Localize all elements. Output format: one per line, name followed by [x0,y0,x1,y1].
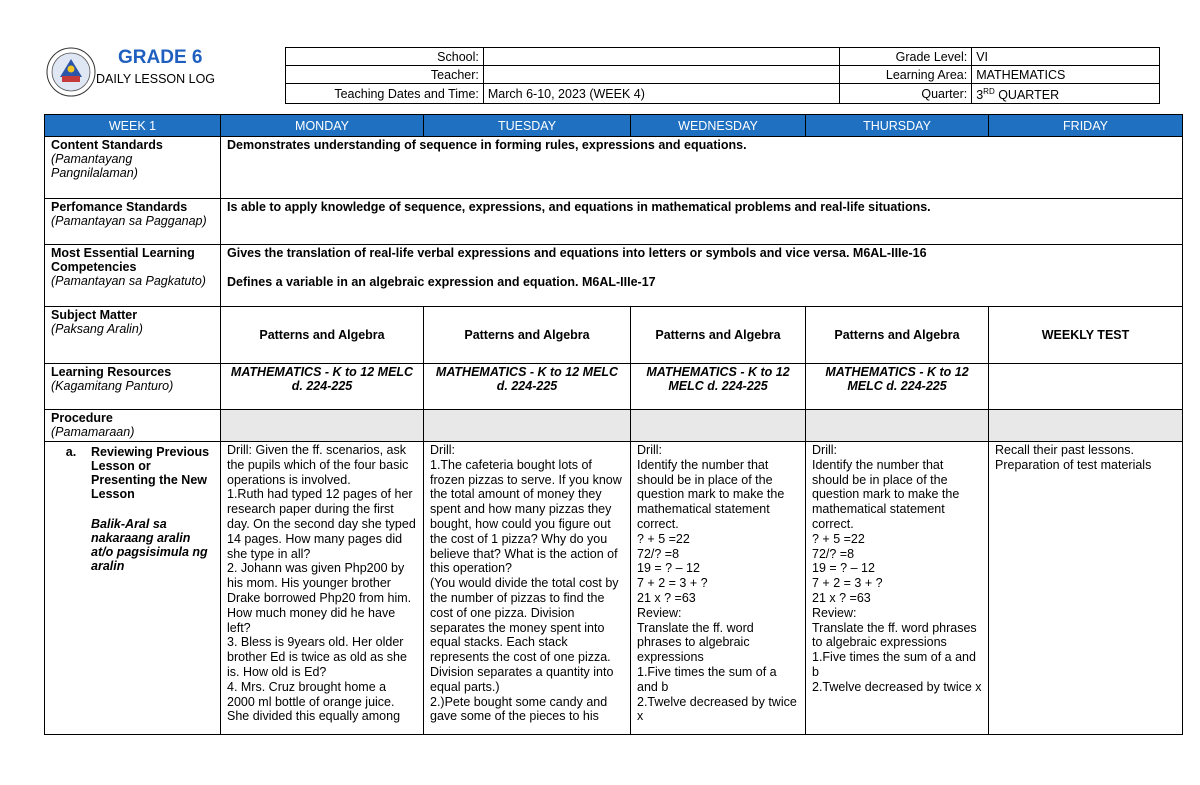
review-thursday-line: 2.Twelve decreased by twice x [812,679,982,694]
quarter-suffix: RD [983,87,995,96]
subject-matter-row [45,307,1183,364]
teaching-dates-label: Teaching Dates and Time: [286,84,484,104]
resources-tuesday: MATHEMATICS - K to 12 MELC d. 224-225 [424,364,631,410]
subject-thursday: Patterns and Algebra [806,307,989,364]
performance-standards-row [45,199,1183,245]
grade-title: GRADE 6 [118,47,203,68]
review-thursday [812,443,982,733]
col-tuesday: TUESDAY [424,115,631,137]
quarter-field[interactable] [972,84,1160,104]
review-monday-line: Drill: Given the ff. scenarios, ask the pupils which of the four basic operations is involved. [227,443,409,487]
learning-resources-sub: (Kagamitang Panturo) [51,379,174,393]
subject-tuesday: Patterns and Algebra [424,307,631,364]
review-wednesday-line: 1.Five times the sum of a and b [637,664,777,694]
procedure-title: Procedure [51,411,113,425]
review-thursday-line: Review: [812,605,857,620]
review-wednesday-line: 7 + 2 = 3 + ? [637,576,708,591]
review-thursday-line: 72/? =8 [812,546,855,561]
competencies-sub: (Pamantayan sa Pagkatuto) [51,274,206,288]
review-friday [995,443,1176,733]
review-thursday-line: Drill: [812,443,837,457]
review-thursday-line: 1.Five times the sum of a and b [812,650,976,679]
content-standards-sub: (Pamantayang Pangnilalaman) [51,152,138,180]
resources-monday: MATHEMATICS - K to 12 MELC d. 224-225 [221,364,424,410]
review-monday-line: 3. Bless is 9years old. Her older brother Ed is twice as old as she is. How old is Ed? [227,635,407,679]
teacher-label: Teacher: [286,66,484,84]
review-wednesday-line: 19 = ? – 12 [637,561,700,576]
performance-standards-text: Is able to apply knowledge of sequence, expressions, and equations in mathematical problems and real-life situations. [221,199,1183,245]
subject-matter-title: Subject Matter [51,308,138,322]
deped-seal-icon [46,47,96,97]
competencies-row [45,245,1183,307]
competencies-title: Most Essential Learning Competencies [51,246,195,274]
review-wednesday-line: Review: [637,605,682,620]
resources-friday [989,364,1183,410]
performance-standards-title: Perfomance Standards [51,200,188,214]
competency-2: Defines a variable in an algebraic expression and equation. M6AL-IIIe-17 [227,275,656,289]
review-letter: a. [65,445,77,459]
review-friday-line: Recall their past lessons. [995,443,1134,457]
review-wednesday-line: Drill: [637,443,662,457]
review-wednesday-line: 2.Twelve decreased by twice x [637,694,797,724]
review-monday-line: 1.Ruth had typed 12 pages of her research paper during the first day. On the second day she typed 14 pages. How many pages did she type in all? [227,487,416,561]
school-label: School: [286,48,484,66]
content-standards-row [45,137,1183,199]
subject-monday: Patterns and Algebra [221,307,424,364]
daily-lesson-log-title: DAILY LESSON LOG [96,72,216,86]
teaching-dates-field[interactable]: March 6-10, 2023 (WEEK 4) [483,84,839,104]
content-standards-title: Content Standards [51,138,163,152]
review-thursday-line: 21 x ? =63 [812,590,871,605]
review-tuesday [430,443,624,733]
lesson-log-grid [44,114,1183,735]
review-row [45,442,1183,735]
content-standards-text: Demonstrates understanding of sequence in forming rules, expressions and equations. [221,137,1183,199]
header-info-table [285,47,1160,104]
learning-resources-title: Learning Resources [51,365,172,379]
review-thursday-line: ? + 5 =22 [812,531,865,546]
col-monday: MONDAY [221,115,424,137]
quarter-word: QUARTER [994,88,1060,103]
review-monday-line: 4. Mrs. Cruz brought home a 2000 ml bottle of orange juice. She divided this equally among [227,679,401,724]
review-tuesday-line: Drill: [430,443,455,457]
learning-area-field[interactable]: MATHEMATICS [972,66,1160,84]
review-thursday-line: 19 = ? – 12 [812,561,875,576]
col-friday: FRIDAY [989,115,1183,137]
review-monday [227,443,417,733]
review-wednesday-line: 21 x ? =63 [637,590,696,605]
review-wednesday-line: ? + 5 =22 [637,531,690,546]
subject-wednesday: Patterns and Algebra [631,307,806,364]
review-wednesday-line: 72/? =8 [637,546,680,561]
review-tuesday-line: (You would divide the total cost by the number of pizzas to find the cost of one pizza. Division separates the money spent into equal stacks. Each stack represents the cost of one pizza. Division separates a quantity into equal parts.) [430,576,619,694]
review-thursday-line: Identify the number that should be in place of the question mark to make the mathematical statement correct. [812,457,960,531]
learning-resources-row [45,364,1183,410]
review-wednesday-line: Translate the ff. word phrases to algebraic expressions [637,620,754,665]
grade-level-field[interactable]: VI [972,48,1160,66]
competency-1: Gives the translation of real-life verbal expressions and equations into letters or symbols and vice versa. M6AL-IIIe-16 [227,246,927,260]
col-thursday: THURSDAY [806,115,989,137]
grade-level-label: Grade Level: [840,48,972,66]
quarter-label: Quarter: [840,84,972,104]
review-thursday-line: Translate the ff. word phrases to algebraic expressions [812,620,977,650]
procedure-row [45,410,1183,442]
review-sub: Balik-Aral sa nakaraang aralin at/o pagsisimula ng aralin [91,517,208,573]
performance-standards-sub: (Pamantayan sa Pagganap) [51,214,207,228]
procedure-sub: (Pamamaraan) [51,425,135,439]
teacher-field[interactable] [483,66,839,84]
subject-friday: WEEKLY TEST [989,307,1183,364]
review-tuesday-line: 1.The cafeteria bought lots of frozen pizzas to serve. If you know the total amount of money they spent and how many pizzas they bought, how could you figure out the cost of 1 pizza? Why do you believe that? What is the action of this operation? [430,457,622,576]
review-wednesday [637,443,799,733]
col-week: WEEK 1 [45,115,221,137]
review-title: Reviewing Previous Lesson or Presenting the New Lesson [91,445,210,501]
subject-matter-sub: (Paksang Aralin) [51,322,143,336]
review-thursday-line: 7 + 2 = 3 + ? [812,576,883,591]
school-field[interactable] [483,48,839,66]
resources-wednesday: MATHEMATICS - K to 12 MELC d. 224-225 [631,364,806,410]
quarter-number: 3 [976,88,984,103]
review-friday-line: Preparation of test materials [995,457,1152,472]
review-monday-line: 2. Johann was given Php200 by his mom. His younger brother Drake borrowed Php20 from him. How much money did he have left? [227,561,412,635]
col-wednesday: WEDNESDAY [631,115,806,137]
review-tuesday-line: 2.)Pete bought some candy and gave some of the pieces to his [430,694,608,724]
review-wednesday-line: Identify the number that should be in place of the question mark to make the mathematical statement correct. [637,457,785,531]
resources-thursday: MATHEMATICS - K to 12 MELC d. 224-225 [806,364,989,410]
learning-area-label: Learning Area: [840,66,972,84]
